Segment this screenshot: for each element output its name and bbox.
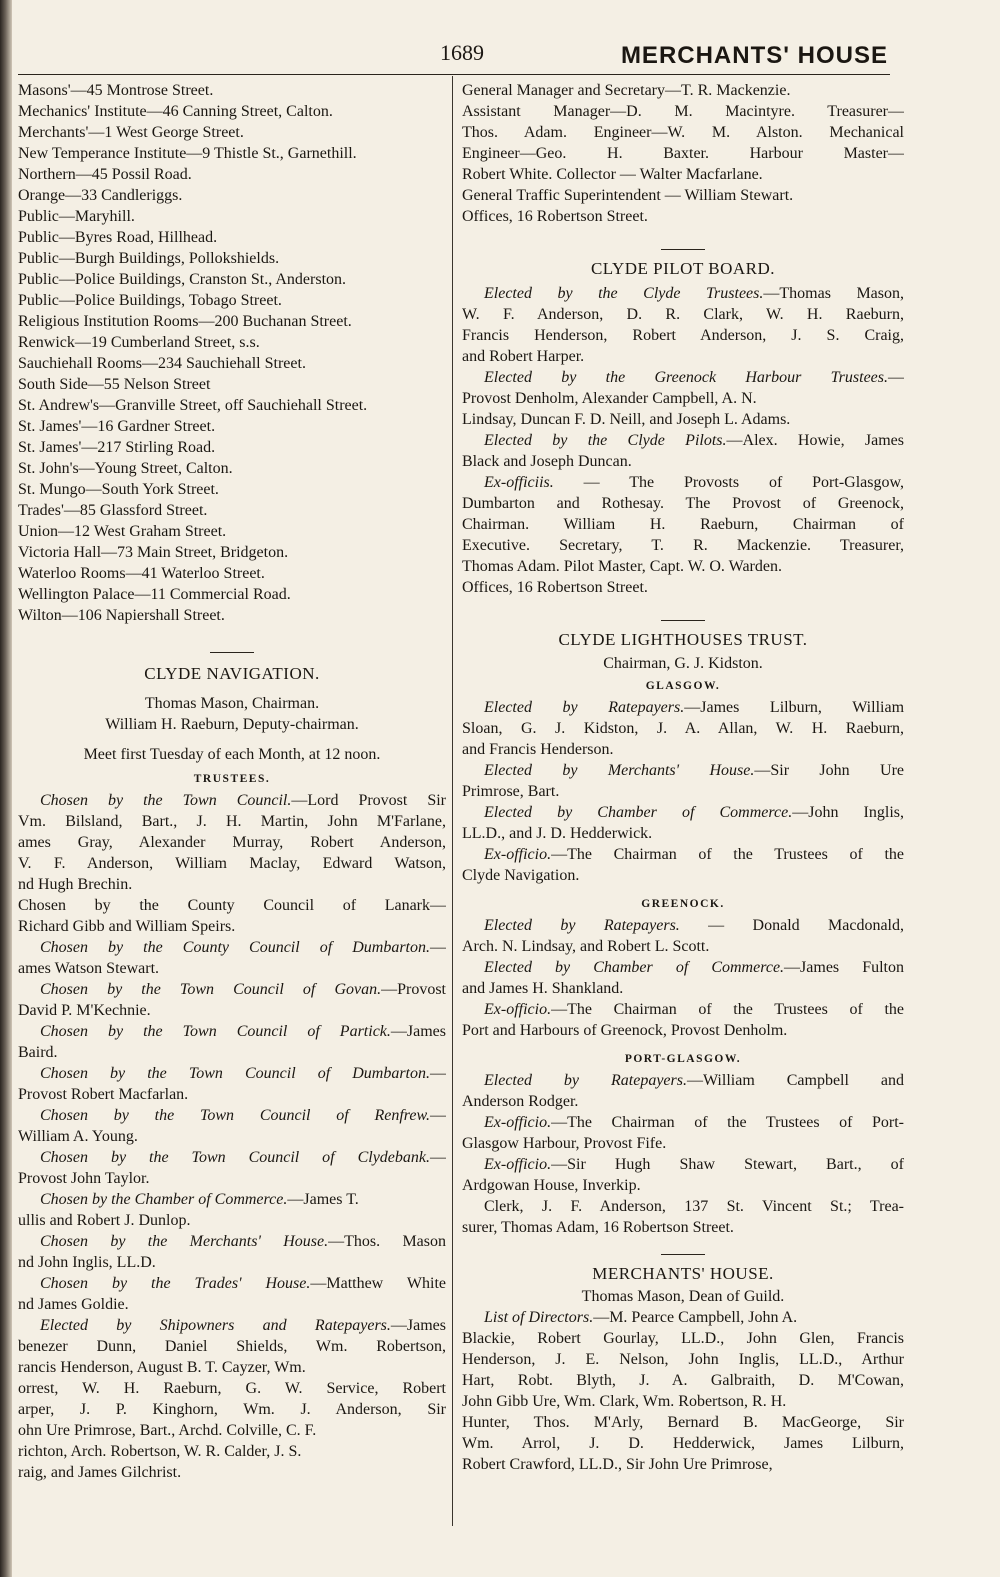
clyde-lighthouses-heading: CLYDE LIGHTHOUSES TRUST. xyxy=(558,630,808,649)
greenock-list xyxy=(462,915,904,1041)
glasgow-label: GLASGOW. xyxy=(645,680,721,692)
trustee-line: Richard Gibb and William Speirs. xyxy=(18,918,236,935)
left-column xyxy=(18,80,446,1483)
merchants-house-heading: MERCHANTS' HOUSE. xyxy=(592,1264,774,1283)
trustee-line: Chosen by the Merchants' House.—Thos. Mason xyxy=(40,1233,446,1250)
port-glasgow-line: surer, Thomas Adam, 16 Robertson Street. xyxy=(462,1219,734,1236)
hall-entry: St. James'—217 Stirling Road. xyxy=(18,439,216,456)
trustee-line: Provost Robert Macfarlan. xyxy=(18,1086,189,1103)
trustee-line: Chosen by the Chamber of Commerce.—James T. xyxy=(40,1191,359,1208)
hall-entry: St. Andrew's—Granville Street, off Sauchiehall Street. xyxy=(18,397,368,414)
pilot-board-line: Executive. Secretary, T. R. Mackenzie. Treasurer, xyxy=(462,537,904,554)
director-line: List of Directors.—M. Pearce Campbell, John A. xyxy=(484,1309,798,1326)
trustee-line: V. F. Anderson, William Maclay, Edward Watson, xyxy=(18,855,446,872)
hall-entry: Merchants'—1 West George Street. xyxy=(18,124,244,141)
director-line: Henderson, J. E. Nelson, John Inglis, LL.D., Arthur xyxy=(462,1351,904,1368)
clyde-navigation-deputy: William H. Raeburn, Deputy-chairman. xyxy=(105,716,359,733)
port-glasgow-line: Anderson Rodger. xyxy=(462,1093,579,1110)
trustee-line: Provost John Taylor. xyxy=(18,1170,150,1187)
hall-entry: Masons'—45 Montrose Street. xyxy=(18,82,214,99)
pilot-board-line: Chairman. William H. Raeburn, Chairman of xyxy=(462,516,904,533)
trustee-line: ohn Ure Primrose, Bart., Archd. Colville, C. F. xyxy=(18,1422,317,1439)
trustee-line: Baird. xyxy=(18,1044,58,1061)
trustee-line: Chosen by the Town Council of Govan.—Provost xyxy=(40,981,446,998)
glasgow-line: Elected by Merchants' House.—Sir John Ure xyxy=(484,762,904,779)
trustee-line: Chosen by the County Council of Lanark— xyxy=(18,897,446,914)
trustee-line: nd James Goldie. xyxy=(18,1296,129,1313)
director-line: Robert Crawford, LL.D., Sir John Ure Primrose, xyxy=(462,1456,773,1473)
page-binding-edge xyxy=(0,0,12,1577)
pilot-board-line: Black and Joseph Duncan. xyxy=(462,453,632,470)
clyde-navigation-officers xyxy=(462,80,904,227)
trustee-line: Chosen by the Town Council of Renfrew.— xyxy=(40,1107,446,1124)
trustee-line: raig, and James Gilchrist. xyxy=(18,1464,182,1481)
trustees-list xyxy=(18,790,446,1483)
trustee-line: ames Gray, Alexander Murray, Robert Anderson, xyxy=(18,834,446,851)
greenock-line: Port and Harbours of Greenock, Provost Denholm. xyxy=(462,1022,788,1039)
pilot-board-list xyxy=(462,283,904,598)
trustee-line: Chosen by the Trades' House.—Matthew White xyxy=(40,1275,446,1292)
trustees-label: TRUSTEES. xyxy=(193,773,271,785)
pilot-board-line: Elected by the Greenock Harbour Trustees.— xyxy=(484,369,904,386)
glasgow-line: Primrose, Bart. xyxy=(462,783,560,800)
hall-entry: Waterloo Rooms—41 Waterloo Street. xyxy=(18,565,265,582)
trustee-line: orrest, W. H. Raeburn, G. W. Service, Robert xyxy=(18,1380,446,1397)
greenock-line: Elected by Ratepayers. — Donald Macdonald, xyxy=(484,917,904,934)
officer-line: Engineer—Geo. H. Baxter. Harbour Master— xyxy=(462,145,904,162)
port-glasgow-label: PORT-GLASGOW. xyxy=(624,1053,742,1065)
trustee-line: rancis Henderson, August B. T. Cayzer, Wm. xyxy=(18,1359,306,1376)
officer-line: General Traffic Superintendent — William Stewart. xyxy=(462,187,794,204)
clyde-navigation-chairman: Thomas Mason, Chairman. xyxy=(144,695,320,712)
port-glasgow-line: Elected by Ratepayers.—William Campbell and xyxy=(484,1072,904,1089)
page-header xyxy=(18,38,890,75)
hall-entry: Wellington Palace—11 Commercial Road. xyxy=(18,586,291,603)
hall-entry: Northern—45 Possil Road. xyxy=(18,166,192,183)
pilot-board-line: Francis Henderson, Robert Anderson, J. S. Craig, xyxy=(462,327,904,344)
trustee-line: David P. M'Kechnie. xyxy=(18,1002,151,1019)
glasgow-line: and Francis Henderson. xyxy=(462,741,614,758)
hall-entry: Public—Byres Road, Hillhead. xyxy=(18,229,218,246)
lighthouses-chairman: Chairman, G. J. Kidston. xyxy=(603,655,763,672)
port-glasgow-line: Ex-officio.—Sir Hugh Shaw Stewart, Bart., of xyxy=(484,1156,904,1173)
hall-entry: Victoria Hall—73 Main Street, Bridgeton. xyxy=(18,544,289,561)
greenock-line: Ex-officio.—The Chairman of the Trustees of the xyxy=(484,1001,904,1018)
page-number: 1689 xyxy=(440,40,484,65)
officer-line: Thos. Adam. Engineer—W. M. Alston. Mechanical xyxy=(462,124,904,141)
running-title: MERCHANTS' HOUSE xyxy=(620,42,888,69)
hall-entry: New Temperance Institute—9 Thistle St., Garnethill. xyxy=(18,145,357,162)
hall-entry: Renwick—19 Cumberland Street, s.s. xyxy=(18,334,260,351)
hall-entry: Wilton—106 Napiershall Street. xyxy=(18,607,225,624)
trustee-line: richton, Arch. Robertson, W. R. Calder, J. S. xyxy=(18,1443,302,1460)
port-glasgow-line: Ardgowan House, Inverkip. xyxy=(462,1177,641,1194)
trustee-line: Chosen by the County Council of Dumbarton.— xyxy=(40,939,446,956)
officer-line: General Manager and Secretary—T. R. Mackenzie. xyxy=(462,82,791,99)
hall-entry: St. John's—Young Street, Calton. xyxy=(18,460,233,477)
port-glasgow-line: Glasgow Harbour, Provost Fife. xyxy=(462,1135,667,1152)
greenock-line: and James H. Shankland. xyxy=(462,980,624,997)
pilot-board-line: Dumbarton and Rothesay. The Provost of Greenock, xyxy=(462,495,904,512)
trustee-line: Chosen by the Town Council of Partick.—James xyxy=(40,1023,446,1040)
trustee-line: arper, J. P. Kinghorn, Wm. J. Anderson, Sir xyxy=(18,1401,446,1418)
halls-list xyxy=(18,80,446,626)
hall-entry: Public—Police Buildings, Tobago Street. xyxy=(18,292,282,309)
greenock-line: Arch. N. Lindsay, and Robert L. Scott. xyxy=(462,938,710,955)
hall-entry: Mechanics' Institute—46 Canning Street, Calton. xyxy=(18,103,333,120)
pilot-board-line: Provost Denholm, Alexander Campbell, A. N. xyxy=(462,390,757,407)
director-line: John Gibb Ure, Wm. Clark, Wm. Robertson, R. H. xyxy=(462,1393,787,1410)
right-column xyxy=(462,80,904,1475)
director-line: Wm. Arrol, J. D. Hedderwick, James Lilburn, xyxy=(462,1435,904,1452)
trustee-line: Chosen by the Town Council.—Lord Provost Sir xyxy=(40,792,446,809)
greenock-label: GREENOCK. xyxy=(641,898,725,910)
trustee-line: Chosen by the Town Council of Clydebank.— xyxy=(40,1149,446,1166)
trustee-line: Chosen by the Town Council of Dumbarton.— xyxy=(40,1065,446,1082)
trustee-line: Vm. Bilsland, Bart., J. H. Martin, John M'Farlane, xyxy=(18,813,446,830)
greenock-line: Elected by Chamber of Commerce.—James Fulton xyxy=(484,959,904,976)
clyde-navigation-meet: Meet first Tuesday of each Month, at 12 noon. xyxy=(83,746,381,763)
glasgow-line: LL.D., and J. D. Hedderwick. xyxy=(462,825,653,842)
trustee-line: nd Hugh Brechin. xyxy=(18,876,133,893)
pilot-board-line: Lindsay, Duncan F. D. Neill, and Joseph L. Adams. xyxy=(462,411,791,428)
glasgow-line: Clyde Navigation. xyxy=(462,867,580,884)
trustee-line: ullis and Robert J. Dunlop. xyxy=(18,1212,191,1229)
hall-entry: Public—Burgh Buildings, Pollokshields. xyxy=(18,250,280,267)
officer-line: Assistant Manager—D. M. Macintyre. Treasurer— xyxy=(462,103,904,120)
clyde-pilot-board-heading: CLYDE PILOT BOARD. xyxy=(590,259,776,278)
pilot-board-line: and Robert Harper. xyxy=(462,348,585,365)
pilot-board-line: W. F. Anderson, D. R. Clark, W. H. Raeburn, xyxy=(462,306,904,323)
hall-entry: Sauchiehall Rooms—234 Sauchiehall Street. xyxy=(18,355,306,372)
port-glasgow-list xyxy=(462,1070,904,1238)
director-line: Blackie, Robert Gourlay, LL.D., John Glen, Francis xyxy=(462,1330,904,1347)
clyde-navigation-heading: CLYDE NAVIGATION. xyxy=(144,664,320,683)
glasgow-line: Elected by Chamber of Commerce.—John Inglis, xyxy=(484,804,904,821)
pilot-board-line: Thomas Adam. Pilot Master, Capt. W. O. Warden. xyxy=(462,558,782,575)
hall-entry: St. James'—16 Gardner Street. xyxy=(18,418,216,435)
officer-line: Offices, 16 Robertson Street. xyxy=(462,208,648,225)
glasgow-list xyxy=(462,697,904,886)
port-glasgow-line: Ex-officio.—The Chairman of the Trustees of Port- xyxy=(484,1114,904,1131)
hall-entry: South Side—55 Nelson Street xyxy=(18,376,211,393)
trustee-line: Elected by Shipowners and Ratepayers.—James xyxy=(40,1317,446,1334)
hall-entry: Public—Maryhill. xyxy=(18,208,135,225)
hall-entry: Religious Institution Rooms—200 Buchanan Street. xyxy=(18,313,352,330)
officer-line: Robert White. Collector — Walter Macfarlane. xyxy=(462,166,763,183)
trustee-line: William A. Young. xyxy=(18,1128,138,1145)
port-glasgow-line: Clerk, J. F. Anderson, 137 St. Vincent St.; Trea- xyxy=(484,1198,904,1215)
directors-list xyxy=(462,1307,904,1475)
column-divider xyxy=(452,76,453,1526)
pilot-board-line: Ex-officiis. — The Provosts of Port-Glasgow, xyxy=(484,474,904,491)
trustee-line: benezer Dunn, Daniel Shields, Wm. Robertson, xyxy=(18,1338,446,1355)
glasgow-line: Elected by Ratepayers.—James Lilburn, William xyxy=(484,699,904,716)
glasgow-line: Sloan, G. J. Kidston, J. A. Allan, W. H. Raeburn, xyxy=(462,720,904,737)
hall-entry: Orange—33 Candleriggs. xyxy=(18,187,183,204)
dean-of-guild: Thomas Mason, Dean of Guild. xyxy=(581,1288,785,1305)
director-line: Hunter, Thos. M'Arly, Bernard B. MacGeorge, Sir xyxy=(462,1414,904,1431)
trustee-line: ames Watson Stewart. xyxy=(18,960,160,977)
pilot-board-line: Offices, 16 Robertson Street. xyxy=(462,579,648,596)
pilot-board-line: Elected by the Clyde Pilots.—Alex. Howie, James xyxy=(484,432,904,449)
hall-entry: Public—Police Buildings, Cranston St., Anderston. xyxy=(18,271,347,288)
hall-entry: Trades'—85 Glassford Street. xyxy=(18,502,208,519)
hall-entry: Union—12 West Graham Street. xyxy=(18,523,227,540)
glasgow-line: Ex-officio.—The Chairman of the Trustees of the xyxy=(484,846,904,863)
hall-entry: St. Mungo—South York Street. xyxy=(18,481,219,498)
director-line: Hart, Robt. Blyth, J. A. Galbraith, D. M'Cowan, xyxy=(462,1372,904,1389)
trustee-line: nd John Inglis, LL.D. xyxy=(18,1254,156,1271)
pilot-board-line: Elected by the Clyde Trustees.—Thomas Mason, xyxy=(484,285,904,302)
